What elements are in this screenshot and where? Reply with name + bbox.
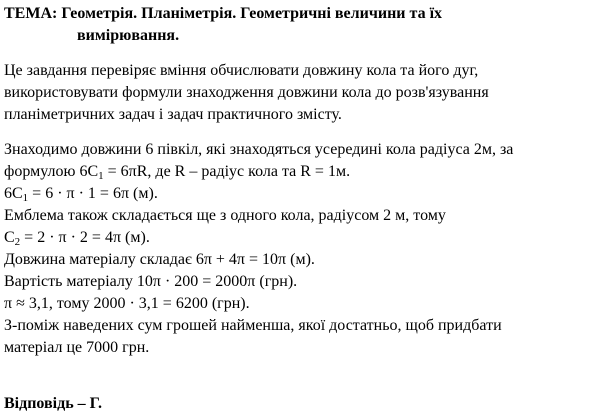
task-description-line-3: планіметричних задач і задач практичного змісту. xyxy=(4,106,342,123)
solution-line-3 xyxy=(4,183,596,205)
solution-line-1: Знаходимо довжини 6 півкіл, які знаходяться усередині кола радіуса 2м, за xyxy=(4,141,514,158)
topic-title-line-1: ТЕМА: Геометрія. Планіметрія. Геометричні величини та їх xyxy=(4,5,443,22)
solution-line-4: Емблема також складається ще з одного кола, радіусом 2 м, тому xyxy=(4,207,446,224)
solution-line-5 xyxy=(4,227,596,249)
solution-line-7: Вартість матеріалу 10π · 200 = 2000π (грн). xyxy=(4,273,298,290)
document-page xyxy=(4,0,596,415)
solution-line-9: З-поміж наведених сум грошей найменша, якої достатньо, щоб придбати xyxy=(4,317,502,334)
subscript-1: 1 xyxy=(98,170,104,182)
solution-line-3-end: = 6 · π · 1 = 6π (м). xyxy=(28,185,158,202)
solution-line-6: Довжина матеріалу складає 6π + 4π = 10π (м). xyxy=(4,251,315,268)
solution-line-5-start: C xyxy=(4,229,15,246)
solution-line-10: матеріал це 7000 грн. xyxy=(4,339,150,356)
task-description-line-1: Це завдання перевіряє вміння обчислювати довжину кола та його дуг, xyxy=(4,62,479,79)
topic-title xyxy=(4,3,596,47)
solution-line-2-start: формулою 6C xyxy=(4,163,99,180)
solution-line-3-start: 6C xyxy=(4,185,23,202)
solution-line-5-end: = 2 · π · 2 = 4π (м). xyxy=(20,229,150,246)
subscript-2: 2 xyxy=(14,236,21,248)
solution-line-2 xyxy=(4,161,596,183)
solution-text xyxy=(4,139,596,359)
subscript-1: 1 xyxy=(22,192,29,204)
topic-title-line-2: вимірювання. xyxy=(77,27,180,44)
task-description xyxy=(4,60,596,126)
solution-line-2-end: = 6πR, де R – радіус кола та R = 1м. xyxy=(103,163,351,180)
solution-line-8: π ≈ 3,1, тому 2000 · 3,1 = 6200 (грн). xyxy=(4,295,250,312)
task-description-line-2: використовувати формули знаходження довжини кола до розв'язування xyxy=(4,84,489,101)
answer-text: Відповідь – Г. xyxy=(4,395,103,412)
